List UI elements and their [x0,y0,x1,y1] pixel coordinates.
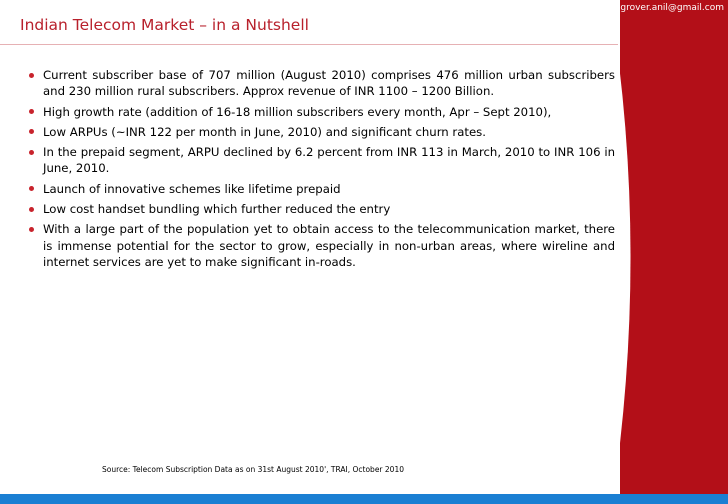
bullet-text: Launch of innovative schemes like lifetime prepaid [43,181,341,196]
bullet-text: High growth rate (addition of 16-18 million subscribers every month, Apr – Sept 2010), [43,104,552,119]
source-citation: Source: Telecom Subscription Data as on 31st August 2010', TRAI, October 2010 [102,465,404,474]
bullet-text: Low cost handset bundling which further reduced the entry [43,202,391,217]
bullet-item [28,221,615,270]
bullet-item [28,67,615,100]
bullet-item [28,181,615,197]
bullet-icon [29,109,34,114]
bullet-item [28,104,615,120]
bullet-icon [29,73,34,78]
bullet-icon [29,186,34,191]
bullet-list [28,67,615,274]
bullet-item [28,201,615,217]
bullet-text: Current subscriber base of 707 million (August 2010) comprises 476 million urban subscribers and 230 million rural subscribers. Approx revenue of INR 1100 – 1200 Billion. [43,68,615,99]
bottom-blue-bar [0,494,728,504]
bullet-item [28,124,615,140]
bullet-text: In the prepaid segment, ARPU declined by 6.2 percent from INR 113 in March, 2010 to INR 106 in June, 2010. [43,145,615,176]
bullet-icon [29,150,34,155]
bullet-icon [29,227,34,232]
slide-title: Indian Telecom Market – in a Nutshell [20,16,309,34]
title-divider [0,44,618,45]
bullet-icon [29,129,34,134]
bullet-text: With a large part of the population yet to obtain access to the telecommunication market, there is immense potential for the sector to grow, especially in non-urban areas, where wireline and internet services are yet to make significant in-roads. [43,222,615,269]
bullet-icon [29,207,34,212]
header-email: grover.anil@gmail.com [620,3,724,13]
bullet-text: Low ARPUs (~INR 122 per month in June, 2010) and significant churn rates. [43,124,486,139]
bullet-item [28,144,615,177]
